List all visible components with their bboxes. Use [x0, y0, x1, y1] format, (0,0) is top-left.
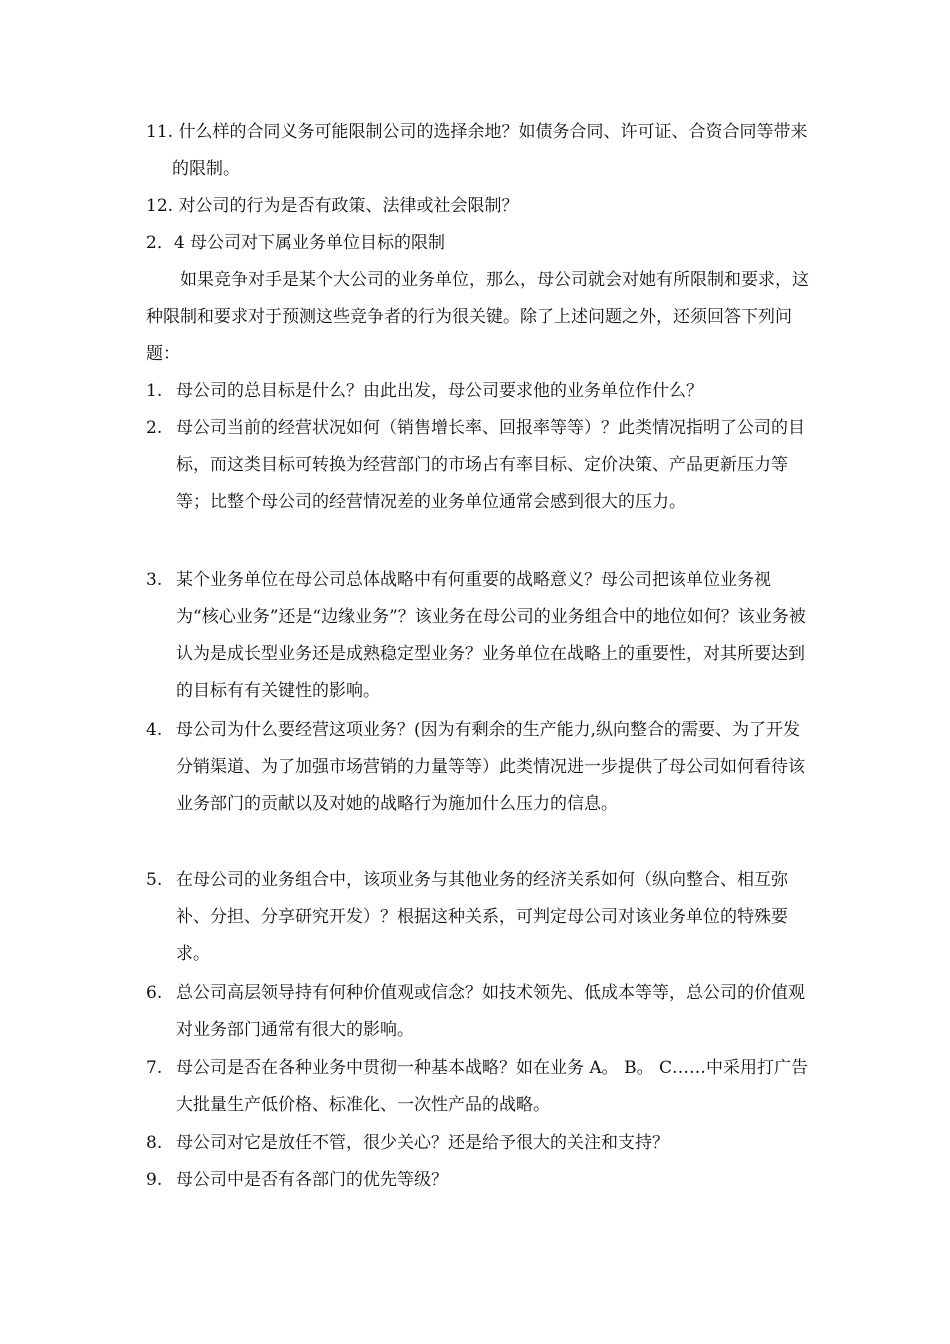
question-text: 某个业务单位在母公司总体战略中有何重要的战略意义？母公司把该单位业务视为“核心业务”还是“边缘业务”？该业务在母公司的业务组合中的地位如何？该业务被认为是成长型业务还是成熟稳定型业务？业务单位在战略上的重要性，对其所要达到的目标有有关键性的影响。 — [176, 570, 806, 701]
question-text: 总公司高层领导持有何种价值观或信念？如技术领先、低成本等等，总公司的价值观对业务部门通常有很大的影响。 — [176, 983, 805, 1040]
section-heading: 2．4 母公司对下属业务单位目标的限制 — [146, 233, 446, 253]
question-5 — [146, 862, 810, 973]
question-number: 9. — [146, 1170, 163, 1190]
question-text: 母公司为什么要经营这项业务？(因为有剩余的生产能力,纵向整合的需要、为了开发分销渠道、为了加强市场营销的力量等等）此类情况进一步提供了母公司如何看待该业务部门的贡献以及对她的战略行为施加什么压力的信息。 — [176, 720, 805, 814]
question-number: 6. — [146, 983, 163, 1003]
question-text: 在母公司的业务组合中，该项业务与其他业务的经济关系如何（纵向整合、相互弥补、分担、分享研究开发）？根据这种关系，可判定母公司对该业务单位的特殊要求。 — [176, 870, 788, 964]
question-4 — [146, 712, 810, 823]
question-text: 母公司对它是放任不管，很少关心？还是给予很大的关注和支持？ — [176, 1133, 669, 1153]
question-7 — [146, 1050, 810, 1124]
question-text: 母公司是否在各种业务中贯彻一种基本战略？如在业务 A。 B。 C……中采用打广告大批量生产低价格、标准化、一次性产品的战略。 — [176, 1058, 808, 1115]
question-2 — [146, 410, 810, 521]
question-number: 1. — [146, 381, 163, 401]
question-number: 5. — [146, 870, 163, 890]
question-9 — [146, 1162, 810, 1199]
question-8 — [146, 1125, 810, 1162]
question-number: 7. — [146, 1058, 163, 1078]
question-number: 3. — [146, 570, 163, 590]
intro-paragraph: 如果竞争对手是某个大公司的业务单位，那么，母公司就会对她有所限制和要求，这种限制和要求对于预测这些竞争者的行为很关键。除了上述问题之外，还须回答下列问题： — [146, 270, 809, 364]
question-text: 母公司当前的经营状况如何（销售增长率、回报率等等）？此类情况指明了公司的目标，而这类目标可转换为经营部门的市场占有率目标、定价决策、产品更新压力等等；比整个母公司的经营情况差的业务单位通常会感到很大的压力。 — [176, 418, 805, 512]
question-6 — [146, 975, 810, 1049]
question-number: 2. — [146, 418, 163, 438]
item-text: 12. 对公司的行为是否有政策、法律或社会限制？ — [146, 196, 519, 216]
question-text: 母公司的总目标是什么？由此出发，母公司要求他的业务单位作什么？ — [176, 381, 703, 401]
question-text: 母公司中是否有各部门的优先等级？ — [176, 1170, 448, 1190]
question-number: 8. — [146, 1133, 163, 1153]
list-item-12 — [146, 188, 810, 225]
list-item-11 — [146, 114, 810, 188]
question-1 — [146, 373, 810, 410]
item-text: 11. 什么样的合同义务可能限制公司的选择余地？如债务合同、许可证、合资合同等带来的限制。 — [146, 122, 808, 179]
question-number: 4. — [146, 720, 163, 740]
question-3 — [146, 562, 810, 710]
